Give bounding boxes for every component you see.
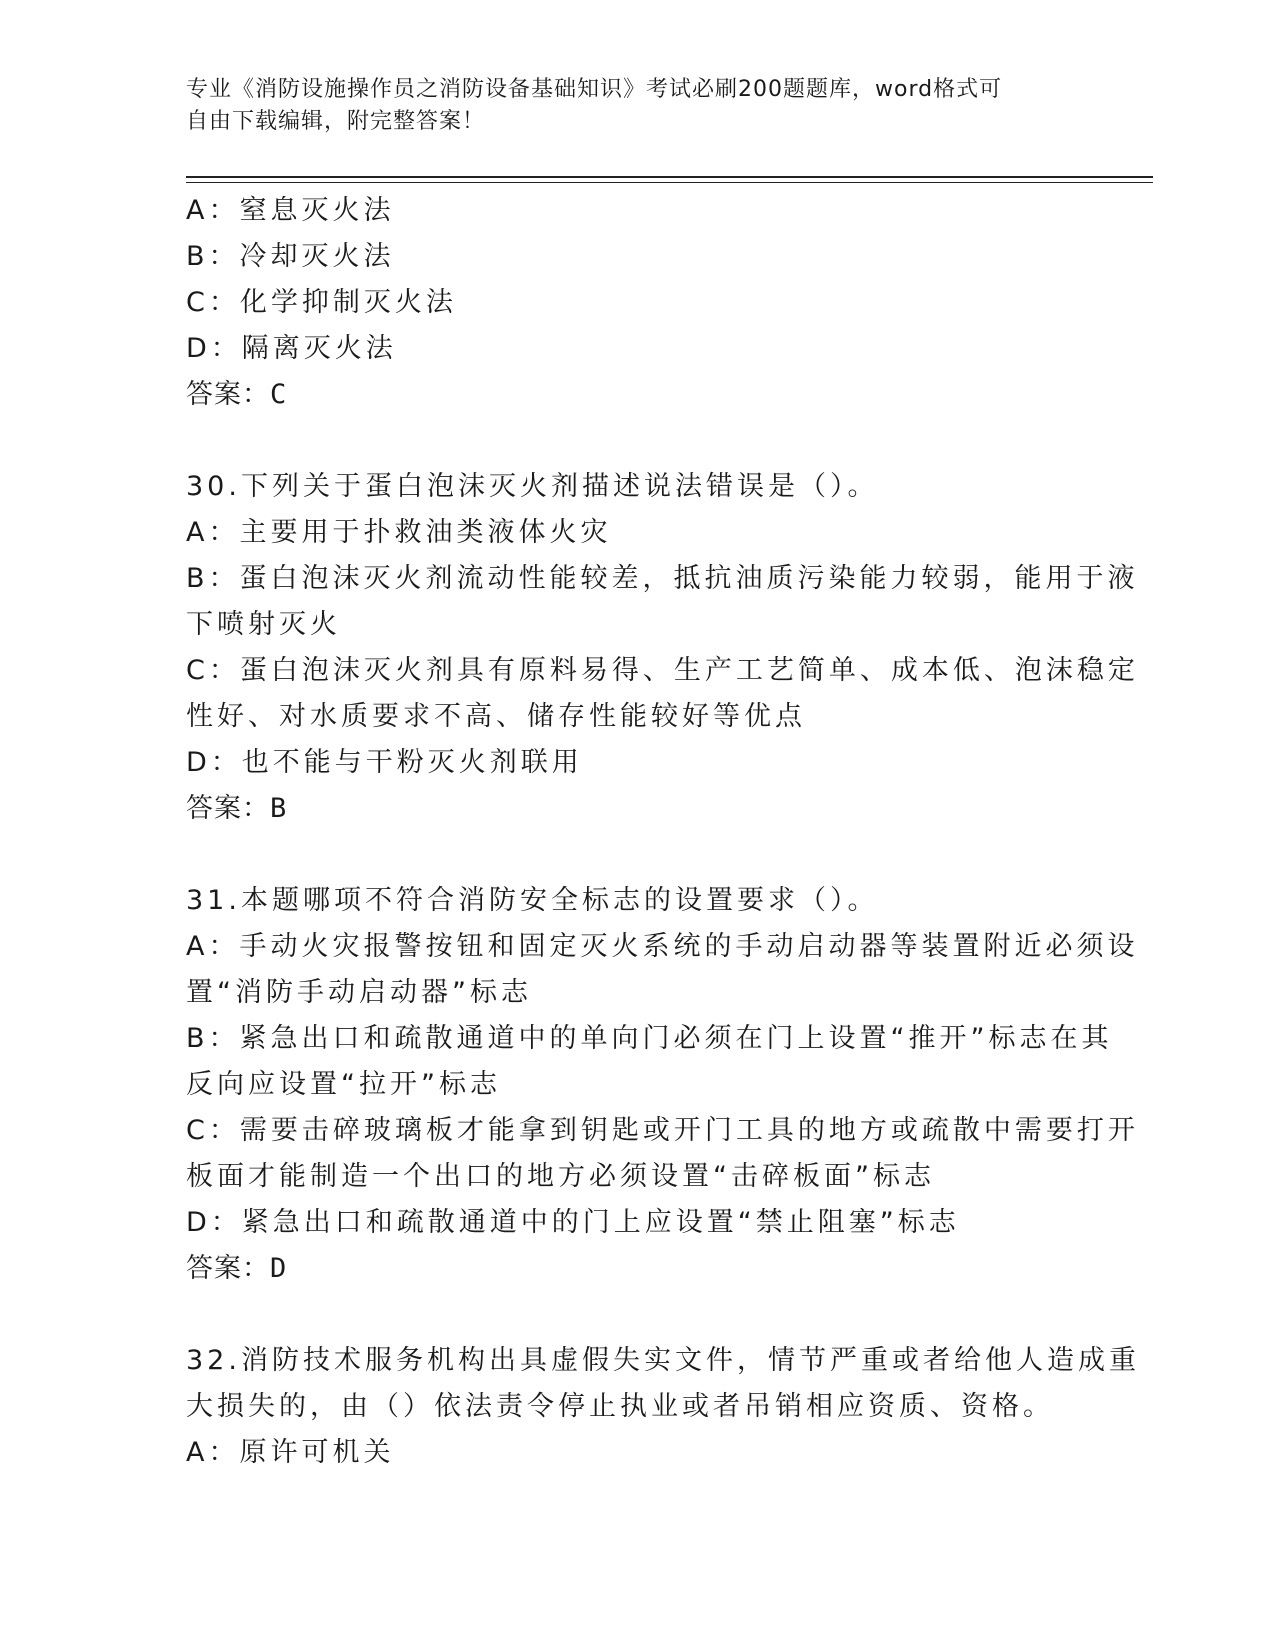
- q30-answer-label: 答案：: [186, 793, 270, 824]
- q30-option-c-line-2: 性好、对水质要求不高、储存性能较好等优点: [186, 701, 806, 732]
- q30-option-a: A：主要用于扑救油类液体火灾: [186, 517, 612, 548]
- q30-answer-value: B: [270, 793, 288, 824]
- question-32: [186, 1338, 1140, 1476]
- document-header: [186, 74, 1086, 138]
- q31-answer-label: 答案：: [186, 1253, 270, 1284]
- q29-answer-value: C: [270, 379, 288, 410]
- q31-option-c-line-1: C：需要击碎玻璃板才能拿到钥匙或开门工具的地方或疏散中需要打开: [186, 1115, 1139, 1146]
- spacer: [186, 1292, 1086, 1338]
- q32-question-line-2: 大损失的，由（）依法责令停止执业或者吊销相应资质、资格。: [186, 1391, 1054, 1422]
- q31-option-b-line-2: 反向应设置“拉开”标志: [186, 1069, 501, 1100]
- spacer: [186, 418, 1086, 464]
- q31-answer: [186, 1246, 1086, 1292]
- question-31: [186, 878, 1139, 1292]
- q30-option-b-line-1: B：蛋白泡沫灭火剂流动性能较差，抵抗油质污染能力较弱，能用于液: [186, 563, 1139, 594]
- q31-option-c-line-2: 板面才能制造一个出口的地方必须设置“击碎板面”标志: [186, 1161, 935, 1192]
- question-list: [186, 188, 1140, 1476]
- question-30: [186, 464, 1139, 832]
- q32-option-a: A：原许可机关: [186, 1437, 395, 1468]
- q30-option-c-line-1: C：蛋白泡沫灭火剂具有原料易得、生产工艺简单、成本低、泡沫稳定: [186, 655, 1139, 686]
- q31-answer-value: D: [270, 1253, 288, 1284]
- header-divider-thick: [186, 176, 1153, 178]
- q31-option-b-line-1: B：紧急出口和疏散通道中的单向门必须在门上设置“推开”标志在其: [186, 1023, 1113, 1054]
- q29-answer: [186, 372, 1086, 418]
- q32-question-line-1: 32.消防技术服务机构出具虚假失实文件，情节严重或者给他人造成重: [186, 1345, 1140, 1376]
- header-line-2: 自由下载编辑，附完整答案！: [186, 109, 486, 134]
- q29-option-b: B：冷却灭火法: [186, 241, 395, 272]
- q29-option-c: C：化学抑制灭火法: [186, 287, 457, 318]
- q30-question: 30.下列关于蛋白泡沫灭火剂描述说法错误是（）。: [186, 471, 879, 502]
- q29-option-a: A：窒息灭火法: [186, 195, 395, 226]
- q30-answer: [186, 786, 1086, 832]
- header-divider-thin: [186, 182, 1153, 183]
- question-29: [186, 188, 1086, 418]
- q31-option-a-line-1: A：手动火灾报警按钮和固定灭火系统的手动启动器等装置附近必须设: [186, 931, 1139, 962]
- q30-option-b-line-2: 下喷射灭火: [186, 609, 341, 640]
- header-line-1: 专业《消防设施操作员之消防设备基础知识》考试必刷200题题库，word格式可: [186, 77, 1003, 102]
- q31-option-d: D：紧急出口和疏散通道中的门上应设置“禁止阻塞”标志: [186, 1207, 960, 1238]
- spacer: [186, 832, 1086, 878]
- q30-option-d: D：也不能与干粉灭火剂联用: [186, 747, 583, 778]
- q29-option-d: D：隔离灭火法: [186, 333, 397, 364]
- q31-question: 31.本题哪项不符合消防安全标志的设置要求（）。: [186, 885, 879, 916]
- q29-answer-label: 答案：: [186, 379, 270, 410]
- q31-option-a-line-2: 置“消防手动启动器”标志: [186, 977, 532, 1008]
